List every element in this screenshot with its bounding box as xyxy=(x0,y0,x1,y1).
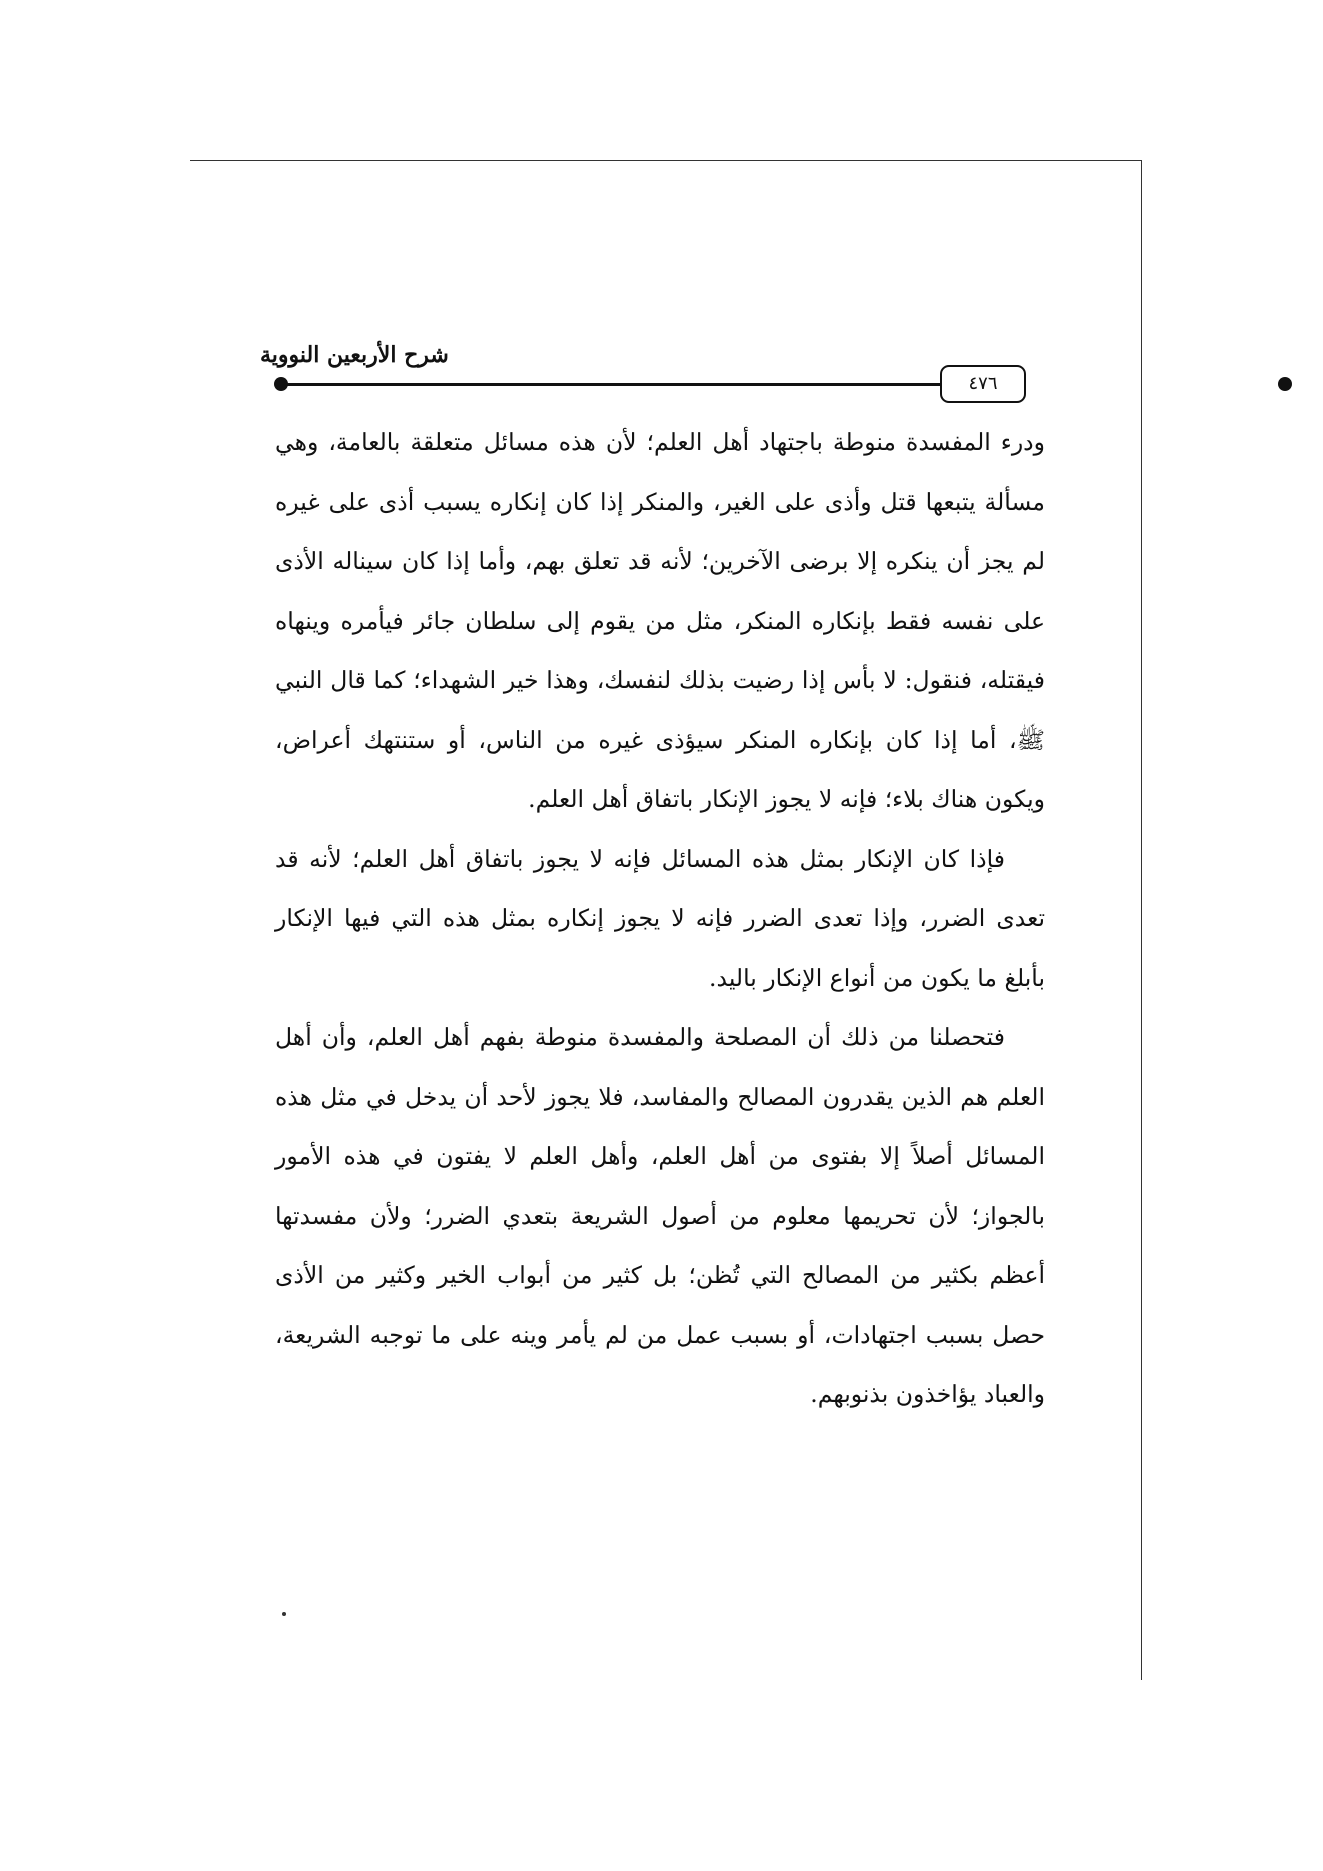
page-body xyxy=(275,413,1045,1425)
scan-speck xyxy=(282,1612,286,1616)
header-rule-dot-right xyxy=(1278,377,1292,391)
page-header xyxy=(260,330,1050,394)
book-title: شرح الأربعين النووية xyxy=(260,342,449,368)
header-rule-dot-left xyxy=(274,377,288,391)
scan-border-top xyxy=(190,160,1142,161)
paragraph: فتحصلنا من ذلك أن المصلحة والمفسدة منوطة بفهم أهل العلم، وأن أهل العلم هم الذين يقدرون المصالح والمفاسد، فلا يجوز لأحد أن يدخل في مثل هذه المسائل أصلاً إلا بفتوى من أهل العلم، وأهل العلم لا يفتون في هذه الأمور بالجواز؛ لأن تحريمها معلوم من أصول الشريعة بتعدي الضرر؛ ولأن مفسدتها أعظم بكثير من المصالح التي تُظن؛ بل كثير من أبواب الخير وكثير من الأذى حصل بسبب اجتهادات، أو بسبب عمل من لم يأمر وينه على ما توجبه الشريعة، والعباد يؤاخذون بذنوبهم. xyxy=(275,1023,1045,1408)
page-number: ٤٧٦ xyxy=(940,365,1026,403)
paragraph: فإذا كان الإنكار بمثل هذه المسائل فإنه لا يجوز باتفاق أهل العلم؛ لأنه قد تعدى الضرر، وإذا تعدى الضرر فإنه لا يجوز إنكاره بمثل هذه التي فيها الإنكار بأبلغ ما يكون من أنواع الإنكار باليد. xyxy=(275,844,1045,992)
scan-border-right xyxy=(1141,160,1142,1680)
header-rule xyxy=(280,383,980,386)
paragraph: ودرء المفسدة منوطة باجتهاد أهل العلم؛ لأن هذه مسائل متعلقة بالعامة، وهي مسألة يتبعها قتل وأذى على الغير، والمنكر إذا كان إنكاره يسبب أذى على غيره لم يجز أن ينكره إلا برضى الآخرين؛ لأنه قد تعلق بهم، وأما إذا كان سيناله الأذى على نفسه فقط بإنكاره المنكر، مثل من يقوم إلى سلطان جائر فيأمره وينهاه فيقتله، فنقول: لا بأس إذا رضيت بذلك لنفسك، وهذا خير الشهداء؛ كما قال النبي ﷺ، أما إذا كان بإنكاره المنكر سيؤذى غيره من الناس، أو ستنتهك أعراض، ويكون هناك بلاء؛ فإنه لا يجوز الإنكار باتفاق أهل العلم. xyxy=(275,428,1045,813)
